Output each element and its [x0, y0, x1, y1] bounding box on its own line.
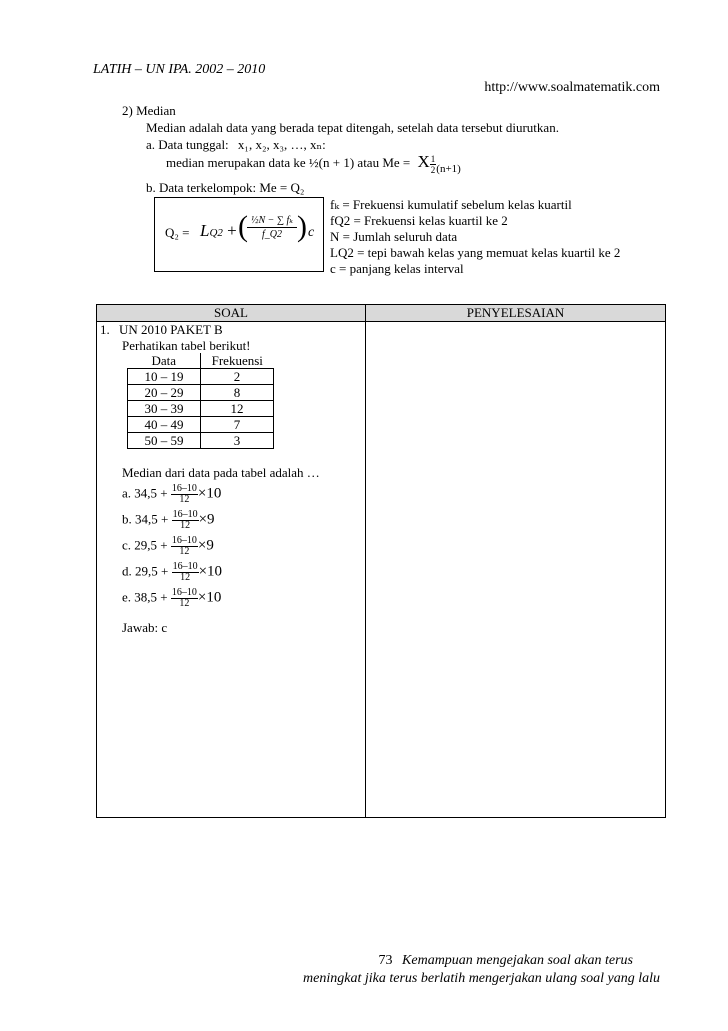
answer: Jawab: c: [122, 620, 168, 635]
single-data-line: [146, 137, 326, 153]
option-fraction: $\frac{16-10}{12}$: [171, 587, 197, 609]
option-d[interactable]: d. 29,5 + $\frac{16-10}{12}$ ×10: [122, 561, 223, 583]
freq-row-data: 20 – 29: [128, 385, 201, 401]
legend-n: N = Jumlah seluruh data: [330, 229, 458, 244]
formula-lhs: Q₂ =: [165, 225, 190, 240]
document-title: LATIH – UN IPA. 2002 – 2010: [93, 62, 266, 77]
freq-row-data: 40 – 49: [128, 417, 201, 433]
freq-row-frekuensi: 12: [201, 401, 274, 417]
question-source: UN 2010 PAKET B: [119, 322, 223, 337]
question-number: 1.: [100, 322, 110, 337]
option-fraction: $\frac{16-10}{12}$: [171, 535, 197, 557]
formula-class-width: c: [308, 225, 315, 240]
footer-line-1: [379, 953, 633, 969]
single-data-label: a. Data tunggal:: [146, 137, 229, 152]
footer-motto-1: Kemampuan mengejakan soal akan terus: [402, 953, 633, 968]
legend-lq2: LQ2 = tepi bawah kelas yang memuat kelas kuartil ke 2: [330, 245, 621, 260]
freq-header-data: Data: [151, 353, 177, 368]
option-b[interactable]: b. 34,5 + $\frac{16-10}{12}$ ×9: [122, 509, 215, 531]
me-half-fraction: $\frac{1}{2}$: [430, 154, 436, 175]
legend-fq2: fQ2 = Frekuensi kelas kuartil ke 2: [330, 213, 508, 228]
option-e[interactable]: e. 38,5 + $\frac{16-10}{12}$ ×10: [122, 587, 222, 609]
question-prompt: Perhatikan tabel berikut!: [122, 338, 251, 353]
formula-fraction: [247, 215, 297, 240]
penyelesaian-cell: [366, 322, 666, 818]
frequency-table: [127, 353, 274, 449]
option-c[interactable]: c. 29,5 + $\frac{16-10}{12}$ ×9: [122, 535, 214, 557]
freq-header-frekuensi: Frekuensi: [201, 353, 274, 369]
formula-paren-right: ): [297, 210, 307, 243]
freq-row-frekuensi: 3: [201, 433, 274, 449]
option-fraction: $\frac{16-10}{12}$: [171, 483, 197, 505]
option-a[interactable]: a. 34,5 + $\frac{16-10}{12}$ ×10: [122, 483, 222, 505]
formula-numerator: ½N − ∑ fₖ: [247, 215, 297, 228]
freq-row-data: 10 – 19: [128, 369, 201, 385]
col-header-soal: SOAL: [97, 305, 366, 322]
single-data-series: x₁, x₂, x₃, …, xₙ:: [237, 137, 326, 152]
freq-row-frekuensi: 2: [201, 369, 274, 385]
freq-row-data: 50 – 59: [128, 433, 201, 449]
footer-motto-2: meningkat jika terus berlatih mengerjakan ulang soal yang lalu: [303, 971, 660, 986]
page-number: 73: [378, 953, 393, 968]
formula-denominator: f_Q2: [262, 229, 282, 240]
option-fraction: $\frac{16-10}{12}$: [172, 509, 198, 531]
freq-row-data: 30 – 39: [128, 401, 201, 417]
formula-paren-left: (: [238, 210, 248, 243]
freq-row-frekuensi: 8: [201, 385, 274, 401]
grouped-data-label: b. Data terkelompok: Me = Q₂: [146, 180, 305, 195]
formula-lower-bound: LQ2 +: [200, 221, 237, 240]
col-header-penyelesaian: PENYELESAIAN: [366, 305, 666, 322]
me-subscript: (n+1): [436, 163, 461, 175]
median-formula-box: [154, 197, 324, 272]
single-data-rule: median merupakan data ke ½(n + 1) atau Me =: [166, 155, 411, 170]
me-symbol: X: [417, 152, 430, 171]
question-ask: Median dari data pada tabel adalah …: [122, 465, 320, 480]
legend-c: c = panjang kelas interval: [330, 261, 464, 276]
section-median-heading: 2) Median: [122, 103, 176, 118]
legend-fk: fₖ = Frekuensi kumulatif sebelum kelas kuartil: [330, 197, 572, 212]
median-definition: Median adalah data yang berada tepat ditengah, setelah data tersebut diurutkan.: [146, 120, 559, 135]
single-data-rule-line: [166, 154, 461, 177]
option-fraction: $\frac{16-10}{12}$: [172, 561, 198, 583]
freq-row-frekuensi: 7: [201, 417, 274, 433]
question-heading: [100, 322, 223, 338]
website-url: http://www.soalmatematik.com: [484, 80, 660, 95]
